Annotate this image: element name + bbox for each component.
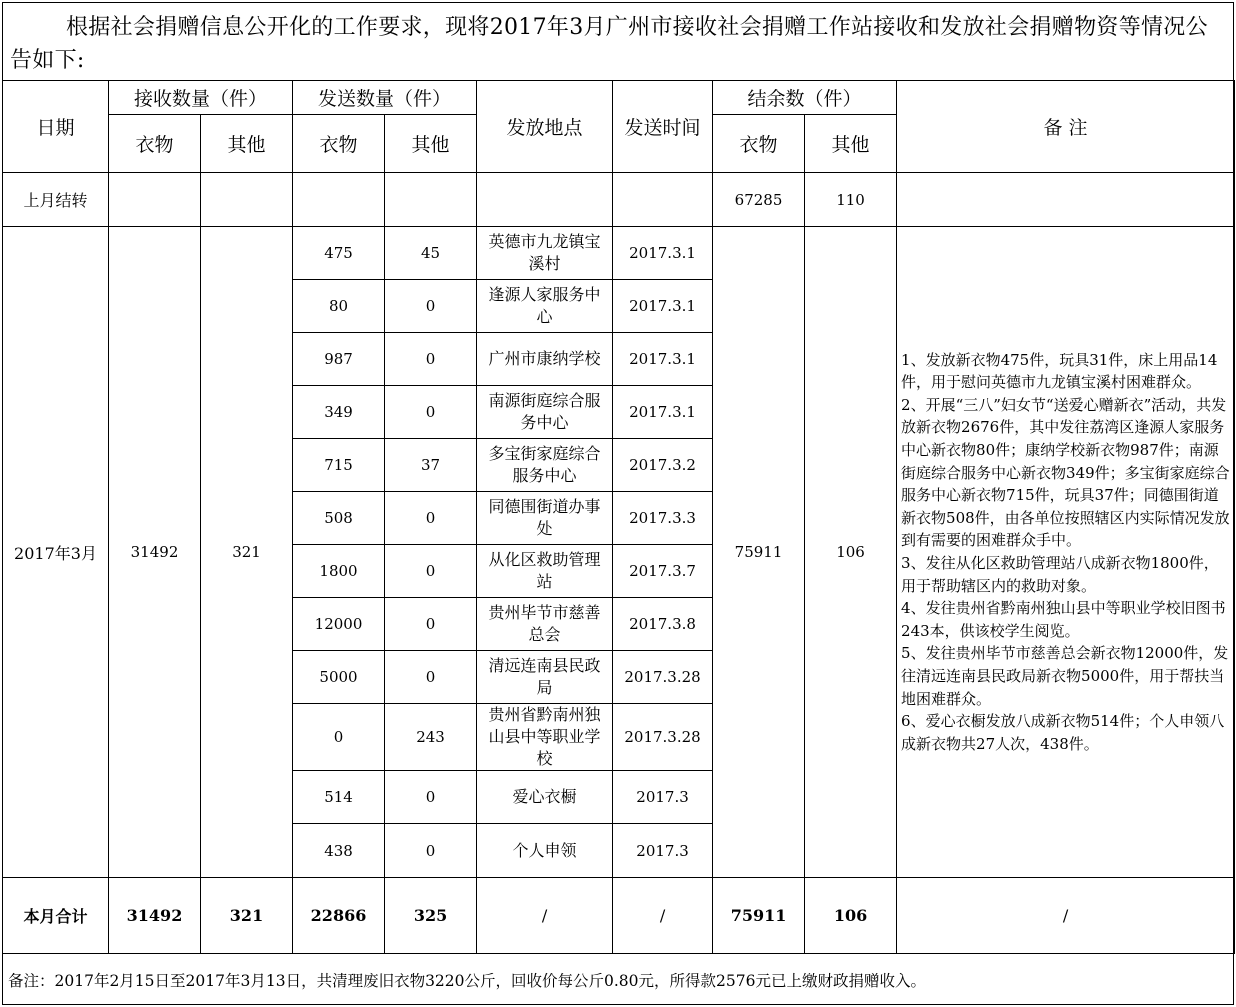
total-sent-clothes: 22866 [293, 878, 385, 954]
carryover-balance-clothes: 67285 [713, 173, 805, 227]
sent-other-cell: 0 [385, 492, 477, 545]
place-cell: 爱心衣橱 [477, 771, 613, 824]
sent-clothes-cell: 715 [293, 439, 385, 492]
time-cell: 2017.3.1 [613, 280, 713, 333]
sent-clothes-cell: 80 [293, 280, 385, 333]
header-place: 发放地点 [477, 81, 613, 173]
place-cell: 贵州省黔南州独山县中等职业学校 [477, 704, 613, 771]
time-cell: 2017.3.2 [613, 439, 713, 492]
place-cell: 南源街庭综合服务中心 [477, 386, 613, 439]
sent-clothes-cell: 0 [293, 704, 385, 771]
place-cell: 多宝街家庭综合服务中心 [477, 439, 613, 492]
sent-clothes-cell: 12000 [293, 598, 385, 651]
header-received-clothes: 衣物 [109, 115, 201, 173]
total-time: / [613, 878, 713, 954]
time-cell: 2017.3.1 [613, 227, 713, 280]
sent-other-cell: 0 [385, 545, 477, 598]
time-cell: 2017.3 [613, 824, 713, 878]
sent-clothes-cell: 5000 [293, 651, 385, 704]
sent-other-cell: 0 [385, 598, 477, 651]
header-remark: 备 注 [897, 81, 1235, 173]
time-cell: 2017.3 [613, 771, 713, 824]
header-balance: 结余数（件） [713, 81, 897, 115]
time-cell: 2017.3.8 [613, 598, 713, 651]
header-received-other: 其他 [201, 115, 293, 173]
place-cell: 贵州毕节市慈善总会 [477, 598, 613, 651]
place-cell: 从化区救助管理站 [477, 545, 613, 598]
place-cell: 英德市九龙镇宝溪村 [477, 227, 613, 280]
total-sent-other: 325 [385, 878, 477, 954]
total-row [3, 878, 1235, 954]
sent-clothes-cell: 438 [293, 824, 385, 878]
sent-other-cell: 0 [385, 824, 477, 878]
footnote-text: 备注：2017年2月15日至2017年3月13日，共清理废旧衣物3220公斤，回收价每公斤0.80元，所得款2576元已上缴财政捐赠收入。 [8, 972, 926, 990]
sent-other-cell: 243 [385, 704, 477, 771]
sent-other-cell: 0 [385, 386, 477, 439]
month-received-clothes: 31492 [109, 227, 201, 878]
header-row-1 [3, 81, 1235, 115]
header-sent: 发送数量（件） [293, 81, 477, 115]
carryover-balance-other: 110 [805, 173, 897, 227]
header-balance-other: 其他 [805, 115, 897, 173]
sent-other-cell: 45 [385, 227, 477, 280]
distribution-row [3, 227, 1235, 280]
total-balance-other: 106 [805, 878, 897, 954]
time-cell: 2017.3.28 [613, 704, 713, 771]
place-cell: 个人申领 [477, 824, 613, 878]
place-cell: 清远连南县民政局 [477, 651, 613, 704]
sent-clothes-cell: 475 [293, 227, 385, 280]
sent-clothes-cell: 1800 [293, 545, 385, 598]
header-received: 接收数量（件） [109, 81, 293, 115]
time-cell: 2017.3.1 [613, 333, 713, 386]
sent-clothes-cell: 349 [293, 386, 385, 439]
sent-other-cell: 0 [385, 651, 477, 704]
place-cell: 逢源人家服务中心 [477, 280, 613, 333]
sent-clothes-cell: 987 [293, 333, 385, 386]
time-cell: 2017.3.1 [613, 386, 713, 439]
sent-other-cell: 0 [385, 771, 477, 824]
place-cell: 广州市康纳学校 [477, 333, 613, 386]
carryover-label: 上月结转 [3, 173, 109, 227]
sent-other-cell: 0 [385, 280, 477, 333]
sent-clothes-cell: 514 [293, 771, 385, 824]
sent-other-cell: 37 [385, 439, 477, 492]
intro-text: 根据社会捐赠信息公开化的工作要求，现将2017年3月广州市接收社会捐赠工作站接收和发放社会捐赠物资等情况公告如下: [10, 15, 1208, 73]
sent-clothes-cell: 508 [293, 492, 385, 545]
month-label: 2017年3月 [3, 227, 109, 878]
time-cell: 2017.3.7 [613, 545, 713, 598]
total-received-other: 321 [201, 878, 293, 954]
header-time: 发送时间 [613, 81, 713, 173]
time-cell: 2017.3.3 [613, 492, 713, 545]
place-cell: 同德围街道办事处 [477, 492, 613, 545]
carryover-row [3, 173, 1235, 227]
total-received-clothes: 31492 [109, 878, 201, 954]
total-label: 本月合计 [3, 878, 109, 954]
header-date: 日期 [3, 81, 109, 173]
month-balance-clothes: 75911 [713, 227, 805, 878]
total-place: / [477, 878, 613, 954]
month-balance-other: 106 [805, 227, 897, 878]
month-received-other: 321 [201, 227, 293, 878]
month-remark: 1、发放新衣物475件，玩具31件，床上用品14件，用于慰问英德市九龙镇宝溪村困难群众。 2、开展“三八”妇女节“送爱心赠新衣”活动，共发放新衣物2676件，其中发往荔湾区逢源人家服务中心新衣物80件；康纳学校新衣物987件；南源街庭综合服务中心新衣物349件；多宝街家庭综合服务中心新衣物715件，玩具37件；同德围街道新衣物508件，由各单位按照辖区内实际情况发放到有需要的困难群众手中。 3、发往从化区救助管理站八成新衣物1800件，用于帮助辖区内的救助对象。 4、发往贵州省黔南州独山县中等职业学校旧图书243本，供该校学生阅览。 5、发往贵州毕节市慈善总会新衣物12000件，发往清远连南县民政局新衣物5000件，用于帮扶当地困难群众。 6、爱心衣橱发放八成新衣物514件；个人申领八成新衣物共27人次，438件。 [897, 227, 1235, 878]
header-sent-other: 其他 [385, 115, 477, 173]
time-cell: 2017.3.28 [613, 651, 713, 704]
total-balance-clothes: 75911 [713, 878, 805, 954]
total-remark: / [897, 878, 1235, 954]
sent-other-cell: 0 [385, 333, 477, 386]
donation-table [2, 80, 1235, 954]
header-sent-clothes: 衣物 [293, 115, 385, 173]
header-balance-clothes: 衣物 [713, 115, 805, 173]
